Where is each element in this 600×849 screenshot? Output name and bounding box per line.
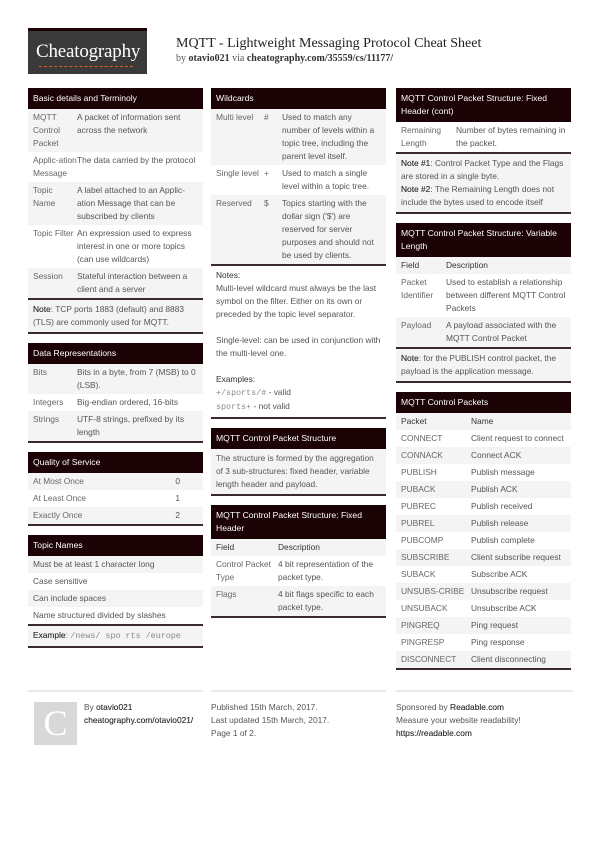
- section-note: Note: for the PUBLISH control packet, the payload is the application message.: [396, 347, 571, 381]
- list-item: Can include spaces: [28, 590, 203, 607]
- section-quality-of-service: [28, 452, 203, 526]
- table-row: PUBREC Publish received: [396, 498, 571, 515]
- section-wildcards: [211, 88, 386, 419]
- page-header: [28, 28, 588, 74]
- table-row: Payload A payload associated with the MQTT Control Packet: [396, 317, 571, 347]
- table-row: At Least Once 1: [28, 490, 203, 507]
- section-fixed-header: [211, 505, 386, 618]
- logo-text: Cheatography: [36, 41, 141, 62]
- table-row: MQTT Control Packet A packet of information sent across the network: [28, 109, 203, 152]
- footer-dates: Published 15th March, 2017. Last updated 15th March, 2017. Page 1 of 2.: [211, 690, 386, 740]
- table-row: Integers Big-endian ordered, 16-bits: [28, 394, 203, 411]
- logo-underline: [39, 66, 133, 67]
- section-data-representations: [28, 343, 203, 443]
- wildcard-notes: Notes: Multi-level wildcard must always be the last symbol on the filter. Either on its own or preceded by the topic level separator. Single-level: can be used in conjunction with the multi-level one. Examples: +/sports/# - valid sports+ - not valid: [211, 264, 386, 417]
- section-control-packets: [396, 392, 571, 670]
- table-row: CONNECT Client request to connect: [396, 430, 571, 447]
- list-item: Must be at least 1 character long: [28, 556, 203, 573]
- section-topic-names: [28, 535, 203, 648]
- table-row: Flags 4 bit flags specific to each packet type.: [211, 586, 386, 616]
- author-avatar[interactable]: C: [34, 702, 77, 745]
- table-row: PUBCOMP Publish complete: [396, 532, 571, 549]
- table-row: Topic Name A label attached to an Applic-ation Message that can be subscribed by clients: [28, 182, 203, 225]
- section-title: Basic details and Terminoly: [28, 88, 203, 109]
- footer-author-link[interactable]: otavio021: [96, 702, 133, 712]
- table-row: PUBLISH Publish message: [396, 464, 571, 481]
- column-3: [396, 88, 571, 679]
- footer-sponsor: Sponsored by Readable.com Measure your website readability! https://readable.com: [396, 690, 573, 740]
- list-item: Case sensitive: [28, 573, 203, 590]
- table-row: Control Packet Type 4 bit representation of the packet type.: [211, 556, 386, 586]
- table-row: SUBSCRIBE Client subscribe request: [396, 549, 571, 566]
- section-title: Wildcards: [211, 88, 386, 109]
- table-row: PUBACK Publish ACK: [396, 481, 571, 498]
- footer-author-url[interactable]: cheatography.com/otavio021/: [84, 715, 194, 725]
- table-row: Exactly Once 2: [28, 507, 203, 524]
- section-note: Example: /news/ spo rts /europe: [28, 624, 203, 646]
- table-row: Single level + Used to match a single level within a topic tree.: [211, 165, 386, 195]
- table-row: UNSUBACK Unsubscribe ACK: [396, 600, 571, 617]
- table-row: Bits Bits in a byte, from 7 (MSB) to 0 (LSB).: [28, 364, 203, 394]
- section-variable-length: [396, 223, 571, 383]
- column-1: [28, 88, 203, 657]
- sponsor-url-link[interactable]: https://readable.com: [396, 728, 472, 738]
- cheatography-logo[interactable]: [28, 28, 147, 74]
- author-link[interactable]: otavio021: [188, 53, 230, 64]
- table-row: Packet Identifier Used to establish a relationship between different MQTT Control Packets: [396, 274, 571, 317]
- section-note: Note: TCP ports 1883 (default) and 8883 (TLS) are commonly used for MQTT.: [28, 298, 203, 332]
- section-title: MQTT Control Packet Structure: Fixed Header (cont): [396, 88, 571, 122]
- page-title: MQTT - Lightweight Messaging Protocol Cheat Sheet: [176, 36, 482, 51]
- section-basic-details: [28, 88, 203, 334]
- footer-author: C By otavio021 cheatography.com/otavio021/: [28, 690, 203, 750]
- table-row: Session Stateful interaction between a client and a server: [28, 268, 203, 298]
- sheet-url-link[interactable]: cheatography.com/35559/cs/11177/: [246, 53, 394, 64]
- table-row: Applic-ation Message The data carried by the protocol: [28, 152, 203, 182]
- section-fixed-header-cont: [396, 88, 571, 214]
- table-row: Topic Filter An expression used to express interest in one or more topics (can use wildcards): [28, 225, 203, 268]
- table-row: Reserved $ Topics starting with the dollar sign ('$') are reserved for server purposes and should not be used by clients.: [211, 195, 386, 264]
- table-row: PINGREQ Ping request: [396, 617, 571, 634]
- table-row: Strings UTF-8 strings, prefixed by its length: [28, 411, 203, 441]
- section-text: The structure is formed by the aggregation of 3 sub-structures: fixed header, variable length header and payload.: [211, 449, 386, 494]
- section-title: MQTT Control Packet Structure: Variable Length: [396, 223, 571, 257]
- section-title: Data Representations: [28, 343, 203, 364]
- list-item: Name structured divided by slashes: [28, 607, 203, 624]
- table-row: PUBREL Publish release: [396, 515, 571, 532]
- section-title: MQTT Control Packet Structure: Fixed Header: [211, 505, 386, 539]
- page-subtitle: by otavio021 via cheatography.com/35559/cs/11177/: [176, 53, 394, 64]
- section-packet-structure: [211, 428, 386, 496]
- table-row: SUBACK Subscribe ACK: [396, 566, 571, 583]
- sponsor-link[interactable]: Readable.com: [450, 702, 505, 712]
- table-row: UNSUBS-CRIBE Unsubscribe request: [396, 583, 571, 600]
- table-row: Multi level # Used to match any number of levels within a topic tree, including the parent level itself.: [211, 109, 386, 165]
- page-footer: [28, 690, 573, 750]
- section-note: Note #1: Control Packet Type and the Flags are stored in a single byte. Note #2: The Remaining Length does not include the bytes used to encode itself: [396, 152, 571, 212]
- table-header: Packet Name: [396, 413, 571, 430]
- section-title: Quality of Service: [28, 452, 203, 473]
- section-title: MQTT Control Packet Structure: [211, 428, 386, 449]
- table-header: Field Description: [396, 257, 571, 274]
- table-row: DISCONNECT Client disconnecting: [396, 651, 571, 668]
- column-2: [211, 88, 386, 627]
- section-title: MQTT Control Packets: [396, 392, 571, 413]
- table-row: At Most Once 0: [28, 473, 203, 490]
- section-title: Topic Names: [28, 535, 203, 556]
- table-header: Field Description: [211, 539, 386, 556]
- table-row: Remaining Length Number of bytes remaining in the packet.: [396, 122, 571, 152]
- table-row: CONNACK Connect ACK: [396, 447, 571, 464]
- table-row: PINGRESP Ping response: [396, 634, 571, 651]
